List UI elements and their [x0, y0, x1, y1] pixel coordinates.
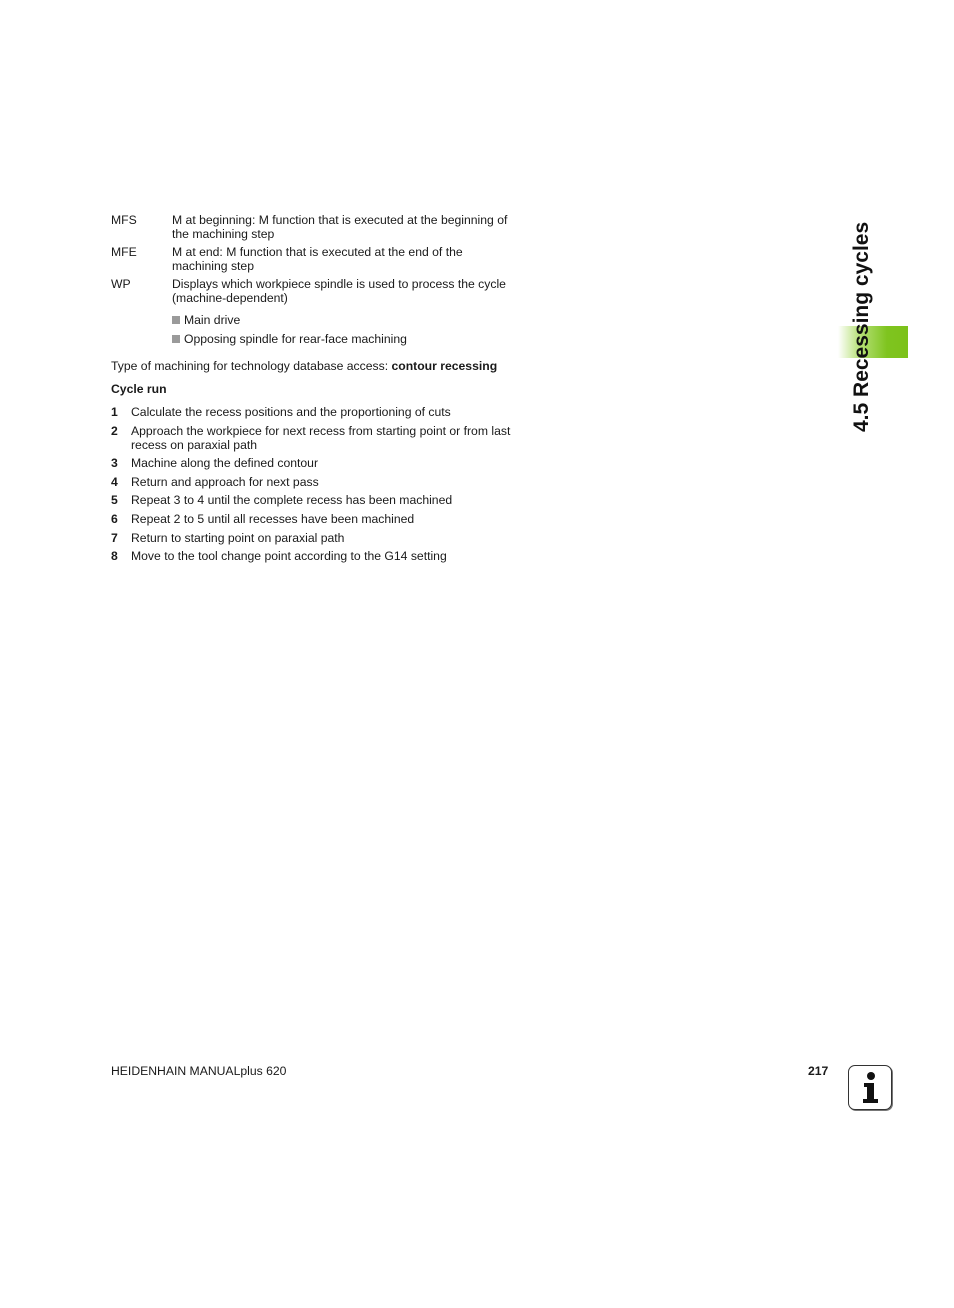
section-title: 4.5 Recessing cycles [850, 221, 873, 432]
list-item [111, 424, 511, 452]
param-row-mfe [111, 245, 511, 273]
step-number: 6 [111, 511, 118, 526]
list-item [111, 493, 511, 507]
list-item [111, 549, 511, 563]
step-text: Repeat 2 to 5 until all recesses have been machined [131, 511, 415, 526]
list-item [111, 456, 511, 470]
step-number: 7 [111, 530, 118, 545]
param-key: MFS [111, 213, 137, 227]
step-number: 1 [111, 405, 118, 419]
option-label: Main drive [184, 313, 241, 327]
step-number: 2 [111, 423, 118, 438]
step-text: Repeat 3 to 4 until the complete recess has been machined [131, 493, 453, 508]
step-number: 3 [111, 456, 118, 471]
param-key: WP [111, 277, 131, 291]
list-item [111, 512, 511, 526]
machining-type-text: Type of machining for technology database access: [111, 359, 392, 373]
param-desc: M at beginning: M function that is executed at the beginning of the machining step [172, 213, 508, 241]
cycle-run-heading: Cycle run [111, 382, 167, 396]
list-item [172, 332, 511, 346]
list-item [111, 405, 511, 419]
list-item [111, 531, 511, 545]
footer-product-name: HEIDENHAIN MANUALplus 620 [111, 1064, 287, 1078]
param-key: MFE [111, 245, 137, 259]
square-bullet-icon [172, 316, 180, 324]
step-number: 5 [111, 493, 118, 508]
step-text: Approach the workpiece for next recess from starting point or from last recess on paraxial path [131, 423, 511, 452]
step-text: Calculate the recess positions and the proportioning of cuts [131, 405, 451, 419]
cycle-steps-list [111, 405, 511, 563]
option-label: Opposing spindle for rear-face machining [184, 332, 407, 346]
wp-option-list [172, 313, 511, 346]
param-row-mfs [111, 213, 511, 241]
page-number: 217 [808, 1064, 829, 1078]
machining-type-value: contour recessing [391, 359, 498, 373]
list-item [172, 313, 511, 327]
step-text: Return to starting point on paraxial path [131, 530, 345, 545]
step-text: Return and approach for next pass [131, 474, 319, 489]
param-row-wp [111, 277, 511, 305]
machining-type-paragraph [111, 359, 511, 373]
step-number: 4 [111, 474, 118, 489]
param-desc: Displays which workpiece spindle is used to process the cycle (machine-dependent) [172, 277, 506, 305]
info-icon [848, 1065, 892, 1110]
param-desc: M at end: M function that is executed at the end of the machining step [172, 245, 463, 273]
main-content [111, 213, 511, 568]
step-text: Machine along the defined contour [131, 456, 319, 471]
list-item [111, 475, 511, 489]
step-text: Move to the tool change point according to the G14 setting [131, 549, 447, 564]
step-number: 8 [111, 549, 118, 564]
square-bullet-icon [172, 335, 180, 343]
